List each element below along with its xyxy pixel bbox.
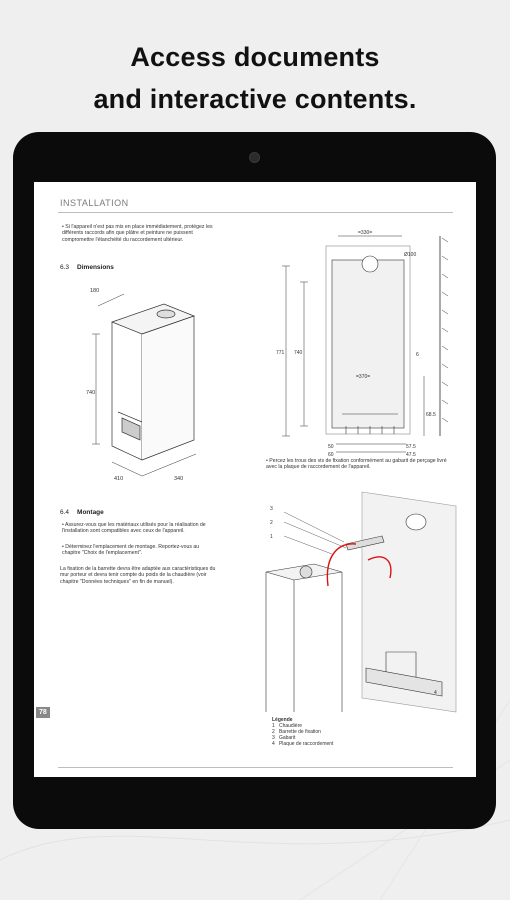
montage-bullet-1: • Assurez-vous que les matériaux utilisés pour la réalisation de l'installation sont compatibles avec ceux de l'appareil.	[62, 522, 206, 535]
montage-paragraph: La fixation de la barrette devra être adaptée aux caractéristiques du mur porteur et devra tenir compte du poids de la chaudière (voir chapitre "Données techniques" en fin de manuel).	[60, 566, 216, 585]
mount-label-1: 1	[270, 534, 273, 540]
footer-divider	[58, 767, 453, 768]
headline-line-2: and interactive contents.	[93, 84, 417, 114]
boiler-isometric-figure	[84, 288, 214, 484]
legend-title: Légende	[272, 717, 293, 723]
dim-top: =330=	[358, 230, 373, 236]
dim-depth-label: 180	[90, 288, 100, 294]
legend-item: 4 Plaque de raccordement	[272, 741, 334, 747]
mount-label-2: 2	[270, 520, 273, 526]
document-viewer[interactable]	[34, 182, 476, 777]
dim-height-label: 740	[86, 390, 96, 396]
mount-label-3: 3	[270, 506, 273, 512]
mount-label-4: 4	[434, 690, 437, 696]
dim-flue: Ø100	[404, 252, 417, 258]
montage-bullet-2: • Déterminez l'emplacement de montage. Reportez-vous au chapitre "Choix de l'emplacement".	[62, 544, 200, 557]
tablet-device	[13, 132, 496, 829]
promo-headline	[0, 36, 510, 120]
drill-note: • Percez les trous des vis de fixation conformément au gabarit de perçage livré avec la plaque de raccordement de l'appareil.	[266, 458, 447, 471]
dim-bottom-right: 57.5	[406, 444, 416, 450]
legend-item: 3 Gabarit	[272, 735, 296, 741]
camera-icon	[249, 152, 260, 163]
dim-h2: 740	[294, 350, 303, 356]
dim-bottom-left-2: 60	[328, 452, 334, 458]
dim-side-label: 340	[174, 476, 184, 482]
dim-h1: 771	[276, 350, 285, 356]
dim-bottom-right-2: 47.5	[406, 452, 416, 458]
headline-line-1: Access documents	[130, 42, 380, 72]
section-montage-heading: 6.4 Montage	[60, 509, 104, 516]
dim-mid: =370=	[356, 374, 371, 380]
figure-legend	[272, 717, 333, 747]
dimension-drawing	[266, 226, 456, 456]
dim-width-label: 410	[114, 476, 124, 482]
intro-bullet: • Si l'appareil n'est pas mis en place immédiatement, protégez les différents raccords afin que plâtre et peinture ne puissent compromettre l'étanchéité du raccordement ultérieur.	[62, 224, 213, 243]
legend-item: 1 Chaudière	[272, 723, 303, 729]
legend-item: 2 Barrette de fixation	[272, 729, 321, 735]
dim-side: 6	[416, 352, 419, 358]
section-dimensions-heading: 6.3 Dimensions	[60, 264, 114, 271]
document-header: INSTALLATION	[60, 198, 129, 208]
header-divider	[58, 212, 453, 213]
page-number-badge: 78	[36, 707, 50, 718]
dim-lower: 68.5	[426, 412, 436, 418]
dim-bottom-left: 50	[328, 444, 334, 450]
mounting-figure	[266, 482, 456, 712]
